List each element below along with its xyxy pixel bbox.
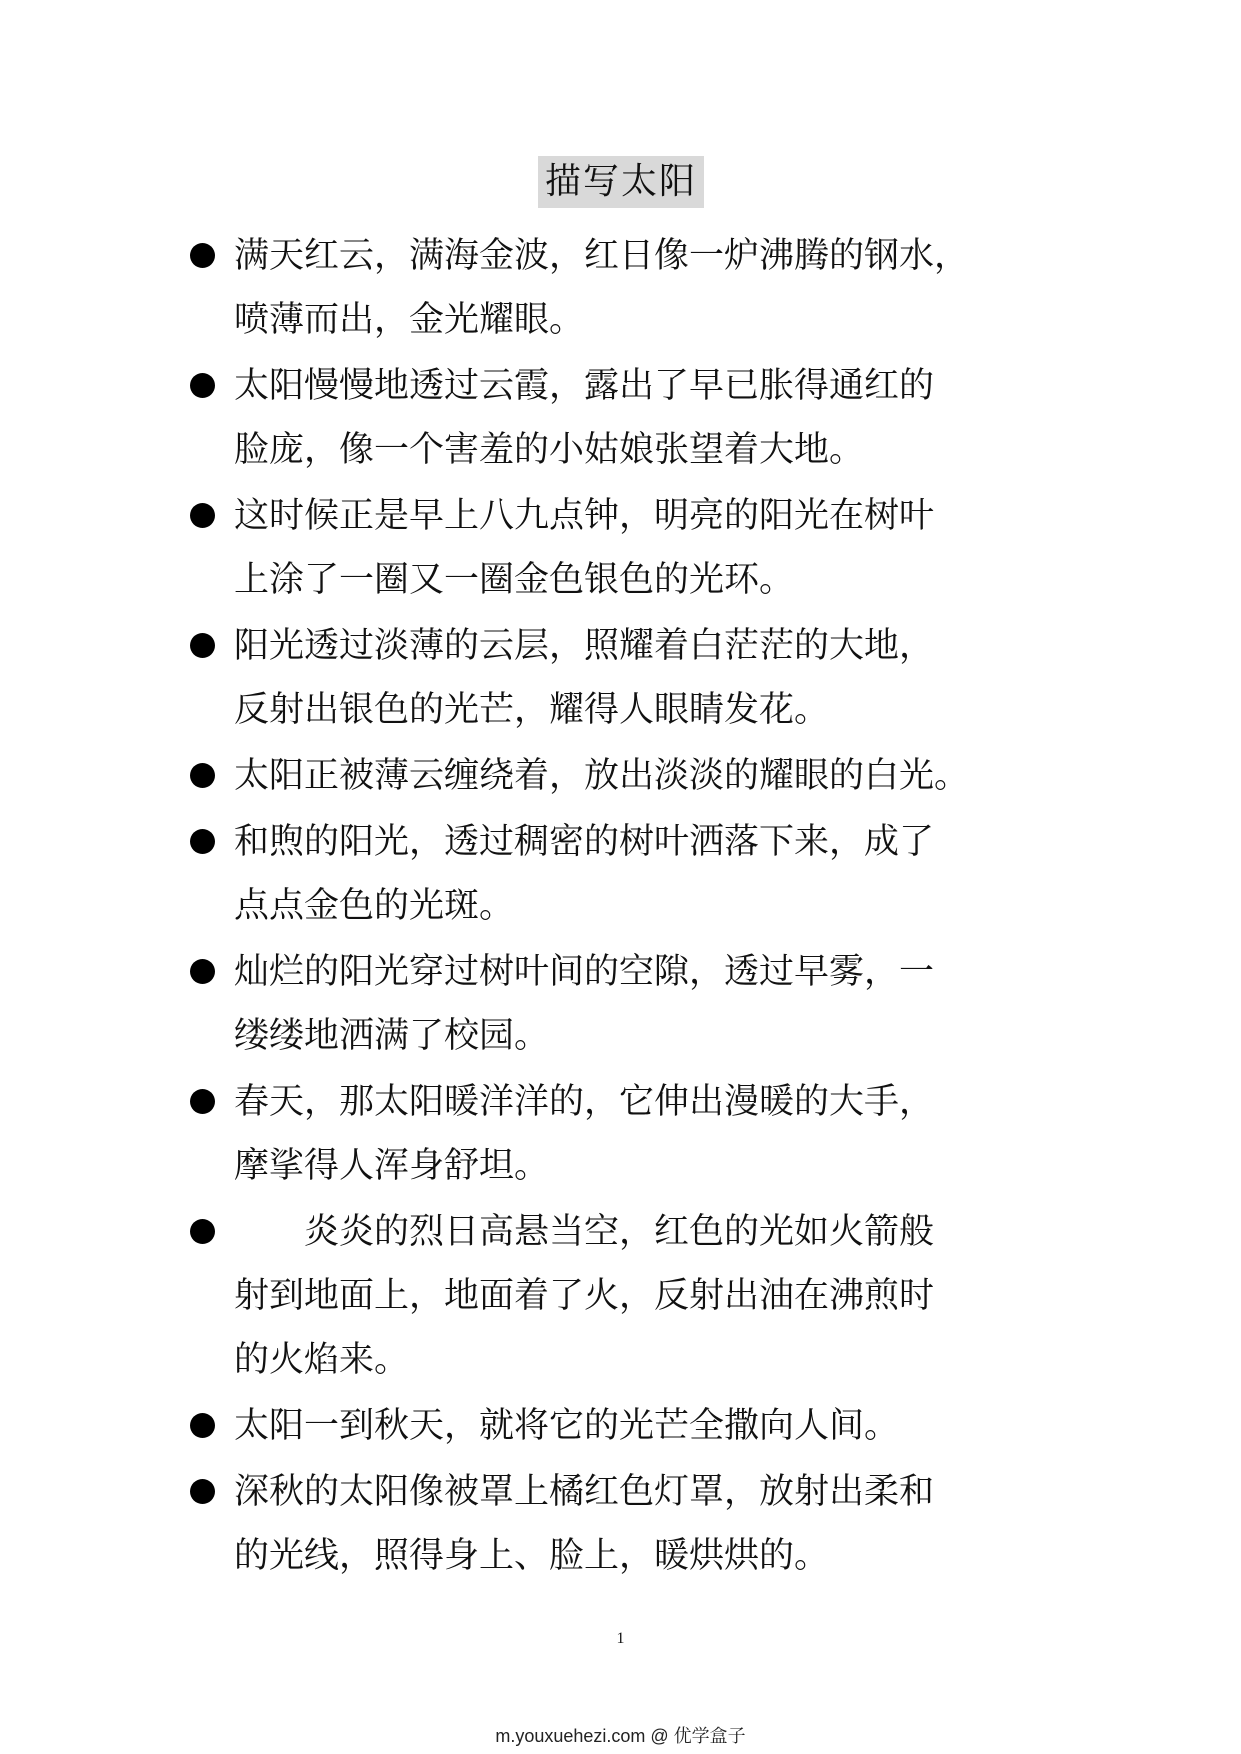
list-item	[190, 614, 1090, 742]
item-line: 和煦的阳光，透过稠密的树叶洒落下来，成了	[234, 822, 935, 862]
item-line: 射到地面上，地面着了火，反射出油在沸煎时	[234, 1276, 935, 1316]
bullet-icon	[190, 373, 215, 398]
bullet-icon	[190, 1089, 215, 1114]
item-line: 缕缕地洒满了校园。	[234, 1016, 550, 1056]
item-line: 太阳一到秋天，就将它的光芒全撒向人间。	[234, 1406, 900, 1446]
page-title: 描写太阳	[538, 156, 704, 208]
list-item	[190, 744, 1090, 808]
list-item	[190, 354, 1090, 482]
bullet-icon	[190, 1479, 215, 1504]
bullet-icon	[190, 829, 215, 854]
bullet-icon	[190, 503, 215, 528]
list-item	[190, 484, 1090, 612]
list-item	[190, 1070, 1090, 1198]
item-line: 满天红云，满海金波，红日像一炉沸腾的钢水，	[234, 236, 970, 276]
item-line: 灿烂的阳光穿过树叶间的空隙，透过早雾，一	[234, 952, 935, 992]
item-line: 点点金色的光斑。	[234, 886, 515, 926]
item-line: 这时候正是早上八九点钟，明亮的阳光在树叶	[234, 496, 935, 536]
list-item	[190, 1200, 1090, 1392]
item-line: 太阳慢慢地透过云霞，露出了早已胀得通红的	[234, 366, 935, 406]
item-line: 的火焰来。	[234, 1340, 410, 1380]
list-item	[190, 940, 1090, 1068]
item-line: 反射出银色的光芒，耀得人眼睛发花。	[234, 690, 830, 730]
list-item	[190, 1460, 1090, 1588]
footer-watermark: m.youxuehezi.com @ 优学盒子	[495, 1726, 746, 1746]
page-number: 1	[616, 1630, 625, 1647]
item-line: 摩挲得人浑身舒坦。	[234, 1146, 550, 1186]
item-line: 脸庞，像一个害羞的小姑娘张望着大地。	[234, 430, 865, 470]
item-line: 喷薄而出，金光耀眼。	[234, 300, 585, 340]
bullet-icon	[190, 633, 215, 658]
item-line: 春天，那太阳暖洋洋的，它伸出漫暖的大手，	[234, 1082, 935, 1122]
bullet-icon	[190, 959, 215, 984]
list-item	[190, 1394, 1090, 1458]
bullet-icon	[190, 243, 215, 268]
item-line: 深秋的太阳像被罩上橘红色灯罩，放射出柔和	[234, 1472, 935, 1512]
item-line: 太阳正被薄云缠绕着，放出淡淡的耀眼的白光。	[234, 756, 970, 796]
list-item	[190, 224, 1090, 352]
bullet-icon	[190, 1413, 215, 1438]
item-line: 炎炎的烈日高悬当空，红色的光如火箭般	[304, 1212, 935, 1252]
item-line: 的光线，照得身上、脸上，暖烘烘的。	[234, 1536, 830, 1576]
item-line: 阳光透过淡薄的云层，照耀着白茫茫的大地，	[234, 626, 935, 666]
bullet-icon	[190, 763, 215, 788]
item-line: 上涂了一圈又一圈金色银色的光环。	[234, 560, 795, 600]
item-list	[190, 224, 1090, 1590]
list-item	[190, 810, 1090, 938]
bullet-icon	[190, 1219, 215, 1244]
